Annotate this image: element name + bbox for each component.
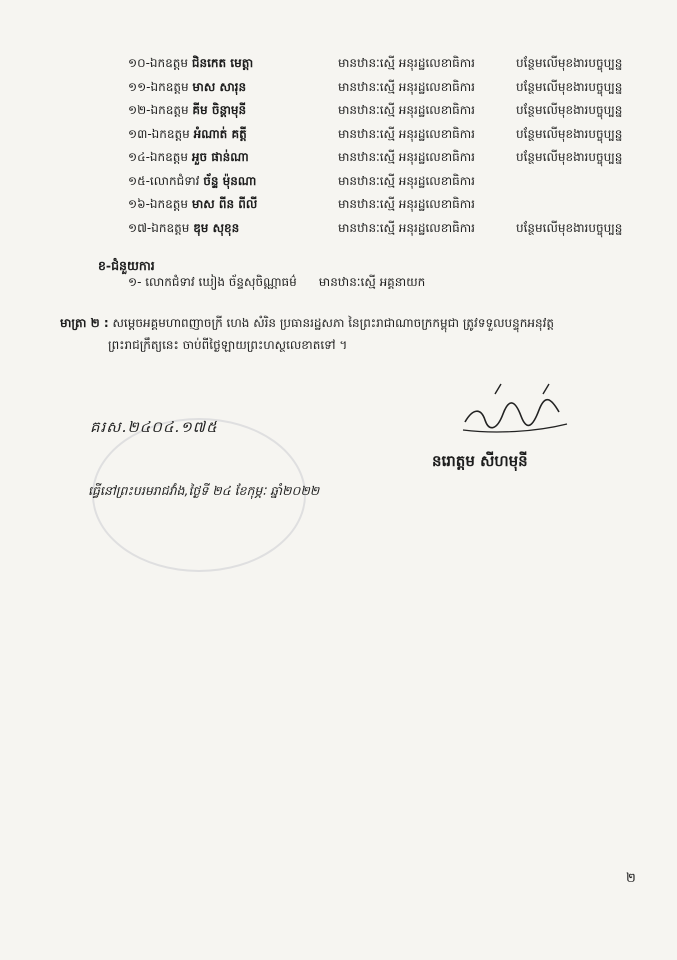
member-name: មាស ពីន ពីលី — [191, 197, 258, 211]
member-note: បន្ថែមលើមុខងារបច្ចុប្បន្ន — [516, 56, 623, 70]
member-honorific: លោកជំទាវ — [149, 173, 200, 188]
article-label: មាត្រា ២ : — [60, 316, 109, 330]
member-entry — [128, 217, 239, 239]
member-name: ច័ន្ទ ម៉ុនណា — [203, 173, 257, 188]
member-row — [0, 146, 677, 168]
member-name: អំណាត់ គត្តី — [193, 126, 247, 141]
member-note: បន្ថែមលើមុខងារបច្ចុប្បន្ន — [516, 150, 623, 164]
member-entry — [128, 146, 249, 168]
member-entry — [128, 52, 253, 74]
member-name: មាស សារុន — [192, 79, 247, 94]
member-honorific: ឯកឧត្តម — [151, 220, 190, 235]
member-honorific: ឯកឧត្តម — [149, 150, 189, 164]
member-row — [0, 76, 677, 98]
article-2 — [60, 312, 650, 356]
member-number: ១៤- — [128, 150, 150, 164]
article-line-1: សម្ដេចអគ្គមហាពញាចក្រី ហេង សំរិន ប្រធានរដ្ឋសភា នៃព្រះរាជាណាចក្រកម្ពុជា ត្រូវទទួលបន្ទុកអនុវត្ត — [112, 316, 555, 330]
assistant-name: ១- លោកជំទាវ ឃៀង ច័ន្ទសុចិណ្ណាធម៌ — [128, 275, 297, 289]
member-title: មានឋានៈស្មើ អនុរដ្ឋលេខាធិការ — [338, 150, 475, 164]
member-note: បន្ថែមលើមុខងារបច្ចុប្បន្ន — [516, 220, 623, 235]
member-name: អួច ផាន់ណា — [191, 150, 249, 164]
member-number: ១០- — [128, 56, 150, 70]
page-number: ២ — [626, 871, 636, 886]
member-number: ១៦- — [128, 197, 150, 211]
member-row — [0, 217, 677, 239]
member-title: មានឋានៈស្មើ អនុរដ្ឋលេខាធិការ — [338, 79, 475, 94]
member-title: មានឋានៈស្មើ អនុរដ្ឋលេខាធិការ — [338, 220, 475, 235]
member-entry — [128, 76, 246, 98]
member-title: មានឋានៈស្មើ អនុរដ្ឋលេខាធិការ — [338, 197, 475, 211]
member-honorific: ឯកឧត្តម — [150, 79, 189, 94]
member-honorific: ឯកឧត្តម — [150, 103, 189, 117]
member-number: ១២- — [128, 103, 151, 117]
member-row — [0, 99, 677, 121]
article-line-2: ព្រះរាជក្រឹត្យនេះ ចាប់ពីថ្ងៃឡាយព្រះហស្ថលេខាតទៅ ។ — [108, 338, 348, 352]
royal-signature — [455, 380, 575, 440]
member-row — [0, 52, 677, 74]
member-title: មានឋានៈស្មើ អនុរដ្ឋលេខាធិការ — [338, 173, 475, 188]
member-note: បន្ថែមលើមុខងារបច្ចុប្បន្ន — [516, 126, 623, 141]
member-number: ១៥- — [128, 173, 150, 188]
member-name: ឌុម សុខុន — [193, 220, 240, 235]
member-honorific: ឯកឧត្តម — [149, 197, 189, 211]
assistant-title: មានឋានៈស្មើ អគ្គនាយក — [318, 275, 426, 289]
member-entry — [128, 123, 247, 145]
member-note: បន្ថែមលើមុខងារបច្ចុប្បន្ន — [516, 103, 623, 117]
member-row — [0, 123, 677, 145]
member-name: ជិនកេត មេត្តា — [191, 56, 254, 70]
member-row — [0, 170, 677, 192]
member-number: ១១- — [128, 79, 151, 94]
member-name: គីម ចិន្តាមុនី — [192, 103, 247, 117]
place-and-date: ធ្វើនៅព្រះបរមរាជវាំង,ថ្ងៃទី ២៤ ខែកុម្ភៈ ឆ្នាំ២០២២ — [88, 483, 320, 498]
signer-name: នរោត្តម សីហមុនី — [432, 452, 528, 470]
member-number: ១៧- — [128, 220, 152, 235]
member-entry — [128, 170, 256, 192]
member-title: មានឋានៈស្មើ អនុរដ្ឋលេខាធិការ — [338, 126, 475, 141]
member-entry — [128, 193, 257, 215]
section-heading: ខ-ជំនួយការ — [98, 258, 155, 273]
handwritten-reference: គរស.២៤០៤.១៧៥ — [90, 418, 218, 436]
member-honorific: ឯកឧត្តម — [149, 56, 189, 70]
member-honorific: ឯកឧត្តម — [151, 126, 190, 141]
assistant-row — [128, 271, 425, 293]
member-title: មានឋានៈស្មើ អនុរដ្ឋលេខាធិការ — [338, 56, 475, 70]
member-entry — [128, 99, 246, 121]
member-number: ១៣- — [128, 126, 152, 141]
member-title: មានឋានៈស្មើ អនុរដ្ឋលេខាធិការ — [338, 103, 475, 117]
member-note: បន្ថែមលើមុខងារបច្ចុប្បន្ន — [516, 79, 623, 94]
member-row — [0, 193, 677, 215]
